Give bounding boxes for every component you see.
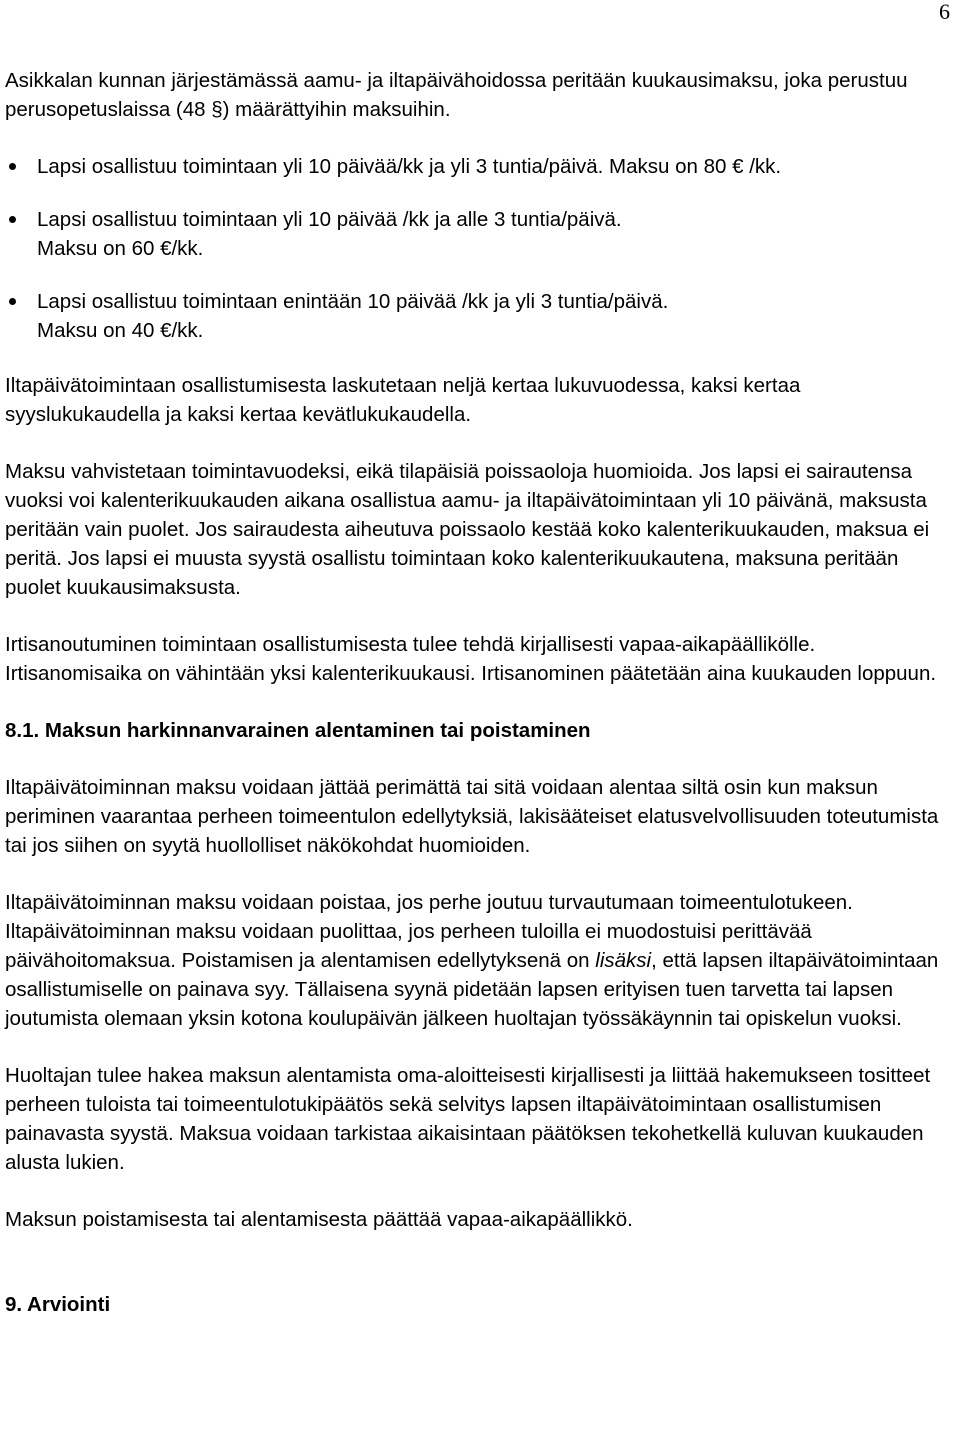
page-number: 6 bbox=[939, 0, 950, 24]
section-8-1-heading: 8.1. Maksun harkinnanvarainen alentaminen tai poistaminen bbox=[5, 719, 591, 742]
fee-list-item bbox=[5, 205, 957, 263]
fee-list-item bbox=[5, 287, 957, 345]
fee-list-item bbox=[5, 152, 957, 181]
termination-paragraph: Irtisanoutuminen toimintaan osallistumisesta tulee tehdä kirjallisesti vapaa-aikapäällikölle. Irtisanomisaika on vähintään yksi kalenterikuukausi. Irtisanominen päätetään aina kuukauden loppuun. bbox=[5, 633, 937, 685]
billing-paragraph: Iltapäivätoimintaan osallistumisesta laskutetaan neljä kertaa lukuvuodessa, kaksi kertaa syyslukukaudella ja kaksi kertaa kevätlukukaudella. bbox=[5, 374, 801, 426]
emphasis-text: lisäksi bbox=[595, 949, 652, 972]
document-body bbox=[5, 66, 957, 1347]
fee-item-text: Lapsi osallistuu toimintaan yli 10 päivää /kk ja alle 3 tuntia/päivä. bbox=[37, 208, 622, 231]
section-9-heading: 9. Arviointi bbox=[5, 1293, 111, 1316]
fee-item-amount: Maksu on 40 €/kk. bbox=[37, 319, 204, 342]
decision-paragraph: Maksun poistamisesta tai alentamisesta päättää vapaa-aikapäällikkö. bbox=[5, 1208, 633, 1231]
fee-item-text: Lapsi osallistuu toimintaan enintään 10 päivää /kk ja yli 3 tuntia/päivä. bbox=[37, 290, 669, 313]
application-paragraph: Huoltajan tulee hakea maksun alentamista oma-aloitteisesti kirjallisesti ja liittää hakemukseen tositteet perheen tuloista tai toimeentulotukipäätös sekä selvitys lapsen iltapäivätoimintaan osallistumisen painavasta syystä. Maksua voidaan tarkistaa aikaisintaan päätöksen tekohetkellä kuluvan kuukauden alusta lukien. bbox=[5, 1064, 931, 1174]
absence-paragraph: Maksu vahvistetaan toimintavuodeksi, eikä tilapäisiä poissaoloja huomioida. Jos lapsi ei sairautensa vuoksi voi kalenterikuukauden aikana osallistua aamu- ja iltapäivätoimintaan yli 10 päivänä, maksusta peritään vain puolet. Jos sairaudesta aiheutuva poissaolo kestää koko kalenterikuukauden, maksua ei peritä. Jos lapsi ei muusta syystä osallistu toimintaan koko kalenterikuukautena, maksuna peritään puolet kuukausimaksusta. bbox=[5, 460, 930, 599]
intro-paragraph: Asikkalan kunnan järjestämässä aamu- ja iltapäivähoidossa peritään kuukausimaksu, joka perustuu perusopetuslaissa (48 §) määrättyihin maksuihin. bbox=[5, 69, 908, 121]
discretionary-paragraph: Iltapäivätoiminnan maksu voidaan jättää perimättä tai sitä voidaan alentaa siltä osin kun maksun periminen vaarantaa perheen toimeentulon edellytyksiä, lakisääteiset elatusvelvollisuuden toteutumista tai jos siihen on syytä huollolliset näkökohdat huomioiden. bbox=[5, 776, 939, 857]
fee-item-text: Lapsi osallistuu toimintaan yli 10 päivää/kk ja yli 3 tuntia/päivä. Maksu on 80 € /kk. bbox=[37, 155, 782, 178]
removal-paragraph bbox=[5, 888, 957, 1033]
fee-item-amount: Maksu on 60 €/kk. bbox=[37, 237, 204, 260]
fee-list bbox=[5, 152, 957, 345]
removal-text-end: , että lapsen iltapäivätoimintaan osallistumiselle on painava syy. Tällaisena syynä pidetään lapsen erityisen tuen tarvetta tai lapsen joutumista olemaan yksin kotona koulupäivän jälkeen huoltajan työssäkäynnin tai opiskelun vuoksi. bbox=[5, 949, 939, 1030]
removal-text-start: Iltapäivätoiminnan maksu voidaan poistaa, jos perhe joutuu turvautumaan toimeentulotukeen. Iltapäivätoiminnan maksu voidaan puolittaa, jos perheen tuloilla ei muodostuisi perittävää päivähoitomaksua. Poistamisen ja alentamisen edellytyksenä on bbox=[5, 891, 853, 972]
